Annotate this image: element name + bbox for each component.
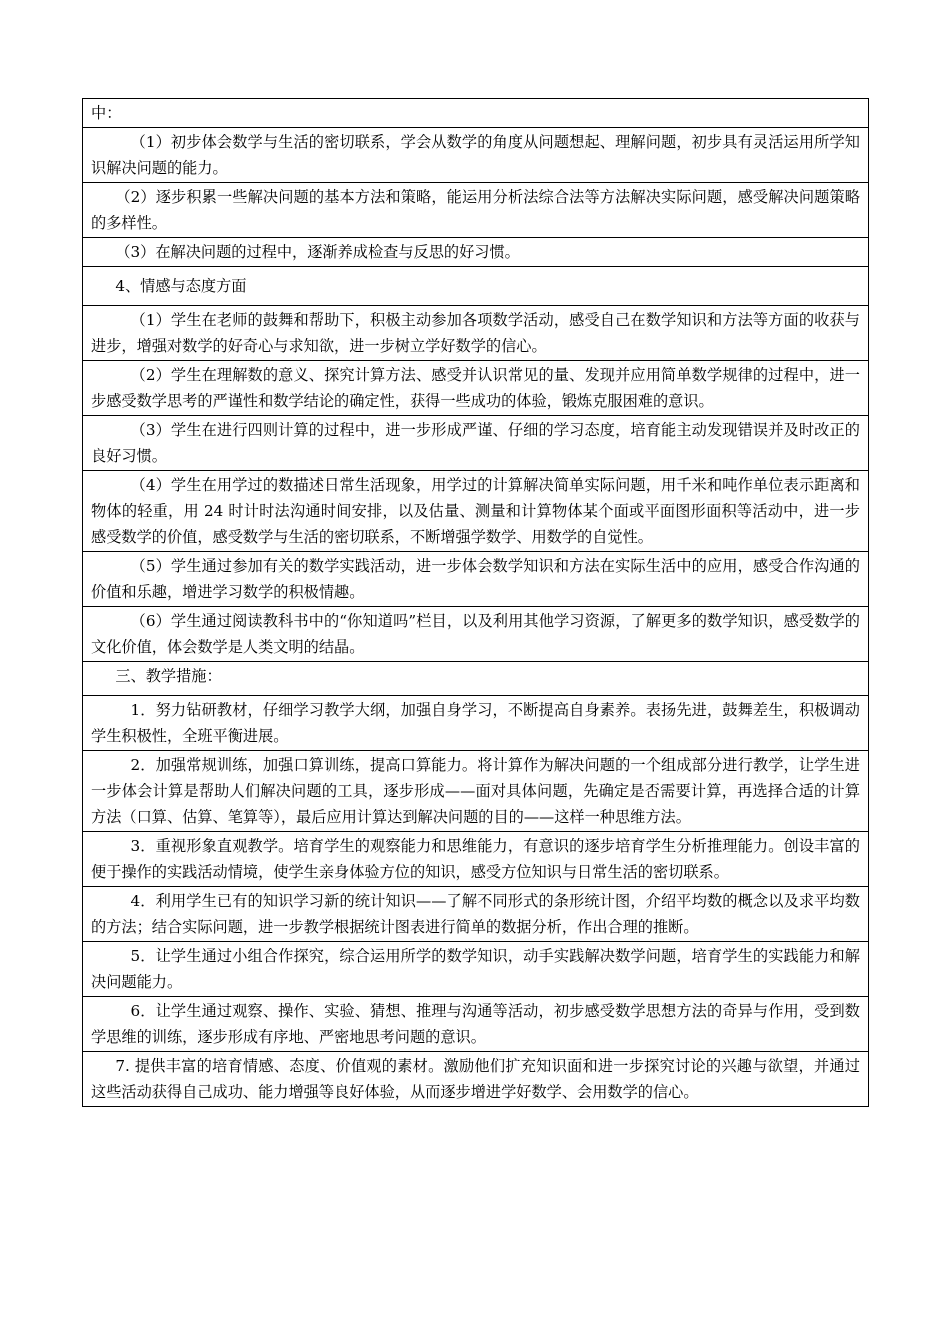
section-heading-measures: 三、教学措施： bbox=[83, 662, 869, 696]
ability-item-1: （1）初步体会数学与生活的密切联系，学会从数学的角度从问题想起、理解问题，初步具有灵活运用所学知识解决问题的能力。 bbox=[83, 128, 869, 183]
table-row bbox=[83, 997, 869, 1052]
measure-item-5: 5．让学生通过小组合作探究，综合运用所学的数学知识，动手实践解决数学问题，培育学生的实践能力和解决问题能力。 bbox=[83, 942, 869, 997]
table-row bbox=[83, 128, 869, 183]
measure-item-3: 3．重视形象直观教学。培育学生的观察能力和思维能力，有意识的逐步培育学生分析推理能力。创设丰富的便于操作的实践活动情境，使学生亲身体验方位的知识，感受方位知识与日常生活的密切联系。 bbox=[83, 832, 869, 887]
table-row bbox=[83, 696, 869, 751]
table-row bbox=[83, 887, 869, 942]
table-row bbox=[83, 832, 869, 887]
measure-item-2: 2．加强常规训练，加强口算训练，提高口算能力。将计算作为解决问题的一个组成部分进行教学，让学生进一步体会计算是帮助人们解决问题的工具，逐步形成——面对具体问题，先确定是否需要计算，再选择合适的计算方法（口算、估算、笔算等），最后应用计算达到解决问题的目的——这样一种思维方法。 bbox=[83, 751, 869, 832]
measure-item-7: 7. 提供丰富的培育情感、态度、价值观的素材。激励他们扩充知识面和进一步探究讨论的兴趣与欲望，并通过这些活动获得自己成功、能力增强等良好体验，从而逐步增进学好数学、会用数学的信心。 bbox=[83, 1052, 869, 1107]
table-row bbox=[83, 751, 869, 832]
table-row bbox=[83, 416, 869, 471]
table-row bbox=[83, 361, 869, 416]
emotion-item-4: （4）学生在用学过的数描述日常生活现象，用学过的计算解决简单实际问题，用千米和吨作单位表示距离和物体的轻重，用 24 时计时法沟通时间安排，以及估量、测量和计算物体某个面或平面图形面积等活动中，进一步感受数学的价值，感受数学与生活的密切联系，不断增强学数学、用数学的自觉性。 bbox=[83, 471, 869, 552]
table-row bbox=[83, 1052, 869, 1107]
ability-item-3: （3）在解决问题的过程中，逐渐养成检查与反思的好习惯。 bbox=[83, 238, 869, 267]
continuation-text: 中： bbox=[83, 99, 869, 128]
emotion-item-3: （3）学生在进行四则计算的过程中，进一步形成严谨、仔细的学习态度，培育能主动发现错误并及时改正的良好习惯。 bbox=[83, 416, 869, 471]
measure-item-4: 4．利用学生已有的知识学习新的统计知识——了解不同形式的条形统计图，介绍平均数的概念以及求平均数的方法；结合实际问题，进一步教学根据统计图表进行简单的数据分析，作出合理的推断。 bbox=[83, 887, 869, 942]
document-page bbox=[82, 98, 869, 1107]
table-row bbox=[83, 99, 869, 128]
table-row bbox=[83, 662, 869, 696]
table-row bbox=[83, 238, 869, 267]
table-row bbox=[83, 471, 869, 552]
ability-item-2: （2）逐步积累一些解决问题的基本方法和策略，能运用分析法综合法等方法解决实际问题，感受解决问题策略的多样性。 bbox=[83, 183, 869, 238]
content-table bbox=[82, 98, 869, 1107]
section-heading-emotion: 4、情感与态度方面 bbox=[83, 267, 869, 306]
table-row bbox=[83, 183, 869, 238]
emotion-item-5: （5）学生通过参加有关的数学实践活动，进一步体会数学知识和方法在实际生活中的应用，感受合作沟通的价值和乐趣，增进学习数学的积极情趣。 bbox=[83, 552, 869, 607]
table-row bbox=[83, 552, 869, 607]
emotion-item-6: （6）学生通过阅读教科书中的“你知道吗”栏目，以及利用其他学习资源，了解更多的数学知识，感受数学的文化价值，体会数学是人类文明的结晶。 bbox=[83, 607, 869, 662]
table-row bbox=[83, 267, 869, 306]
measure-item-1: 1．努力钻研教材，仔细学习教学大纲，加强自身学习，不断提高自身素养。表扬先进，鼓舞差生，积极调动学生积极性，全班平衡进展。 bbox=[83, 696, 869, 751]
emotion-item-1: （1）学生在老师的鼓舞和帮助下，积极主动参加各项数学活动，感受自己在数学知识和方法等方面的收获与进步，增强对数学的好奇心与求知欲，进一步树立学好数学的信心。 bbox=[83, 306, 869, 361]
measure-item-6: 6．让学生通过观察、操作、实验、猜想、推理与沟通等活动，初步感受数学思想方法的奇异与作用，受到数学思维的训练，逐步形成有序地、严密地思考问题的意识。 bbox=[83, 997, 869, 1052]
emotion-item-2: （2）学生在理解数的意义、探究计算方法、感受并认识常见的量、发现并应用简单数学规律的过程中，进一步感受数学思考的严谨性和数学结论的确定性，获得一些成功的体验，锻炼克服困难的意识。 bbox=[83, 361, 869, 416]
table-row bbox=[83, 607, 869, 662]
table-row bbox=[83, 306, 869, 361]
table-row bbox=[83, 942, 869, 997]
